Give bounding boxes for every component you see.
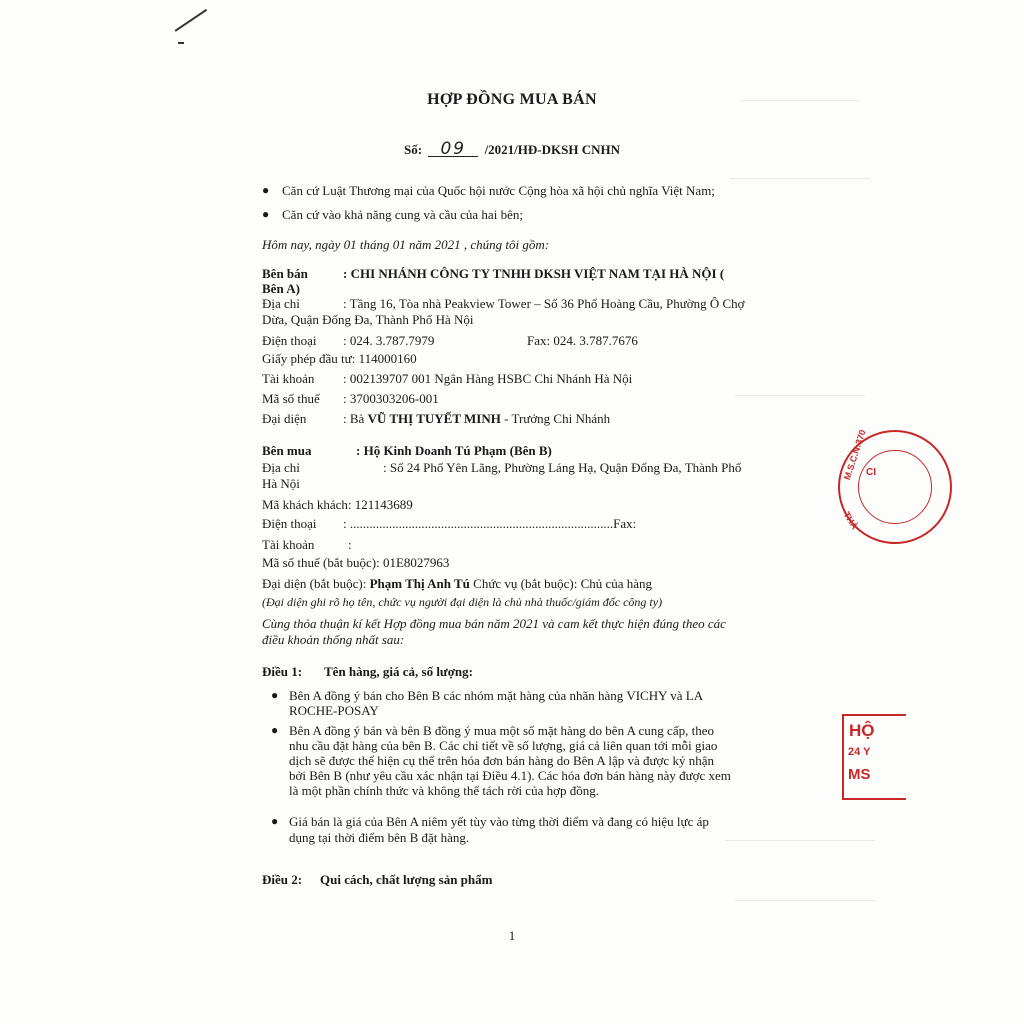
buyer-phone: : .................................................................................Fax:: [343, 516, 637, 531]
seller-rep-suffix: - Trưởng Chi Nhánh: [500, 411, 611, 426]
buyer-rep-name: Phạm Thị Anh Tú: [369, 576, 470, 591]
seller-phone: : 024. 3.787.7979: [343, 333, 435, 348]
seller-name: : CHI NHÁNH CÔNG TY TNHH DKSH VIỆT NAM TẠI HÀ NỘI (: [343, 266, 725, 281]
bullet-icon: ●: [271, 814, 279, 828]
seller-fax: Fax: 024. 3.787.7676: [527, 333, 638, 348]
intro-line: Hôm nay, ngày 01 tháng 01 năm 2021 , chúng tôi gồm:: [262, 237, 550, 252]
buyer-address: : Số 24 Phố Yên Lãng, Phường Láng Hạ, Quận Đống Đa, Thành Phố: [383, 460, 742, 475]
seller-rep-name: VŨ THỊ TUYẾT MINH: [367, 411, 501, 426]
buyer-rep-prefix: Đại diện (bắt buộc):: [262, 576, 370, 591]
buyer-tax: Mã số thuế (bắt buộc): 01E8027963: [262, 555, 450, 570]
buyer-rep: [262, 576, 652, 592]
seller-address: : Tầng 16, Tòa nhà Peakview Tower – Số 36 Phố Hoàng Cầu, Phường Ô Chợ: [343, 296, 745, 311]
seller-tax: : 3700303206-001: [343, 391, 439, 406]
seller-license: Giấy phép đầu tư: 114000160: [262, 351, 417, 366]
round-stamp-text-inner: CI: [866, 467, 876, 478]
seller-rep: [343, 411, 610, 427]
round-stamp-inner: [858, 450, 932, 524]
article1-item1-line1: Bên A đồng ý bán cho Bên B các nhóm mặt hàng của nhãn hàng VICHY và LA: [289, 688, 704, 703]
round-stamp-text-bottom: THÀ: [841, 510, 860, 531]
article1-item3-line2: dụng tại thời điểm bên B đặt hàng.: [289, 830, 470, 845]
article1-item2-line4: bởi Bên B (như yêu cầu xác nhận tại Điều 4.1). Các hóa đơn bán hàng này được xem: [289, 768, 731, 783]
buyer-label: Bên mua: [262, 443, 312, 458]
bullet-icon: ●: [262, 183, 270, 197]
seller-address-label: Địa chỉ: [262, 296, 300, 311]
buyer-rep-suffix: Chức vụ (bắt buộc): Chủ của hàng: [469, 576, 653, 591]
number-prefix: Số:: [404, 142, 423, 157]
rectangular-stamp-line3: MS: [848, 766, 871, 783]
show-through-line: [725, 840, 875, 841]
seller-rep-prefix: : Bà: [343, 411, 368, 426]
contract-number: [0, 139, 1024, 159]
seller-rep-label: Đại diện: [262, 411, 307, 426]
buyer-address-label: Địa chỉ: [262, 460, 300, 475]
buyer-customer-code: Mã khách khách: 121143689: [262, 497, 413, 512]
basis-1: Căn cứ Luật Thương mại của Quốc hội nước Cộng hòa xã hội chủ nghĩa Việt Nam;: [282, 183, 715, 198]
buyer-phone-label: Điện thoại: [262, 516, 317, 531]
handwritten-number: 09: [428, 142, 478, 157]
seller-label: Bên bán: [262, 266, 308, 281]
show-through-line: [735, 395, 865, 396]
article1-item2-line1: Bên A đồng ý bán và bên B đồng ý mua một số mặt hàng do bên A cung cấp, theo: [289, 723, 714, 738]
agreement-line-cont: điều khoản thống nhất sau:: [262, 632, 405, 647]
show-through-line: [730, 178, 870, 179]
bullet-icon: ●: [271, 688, 279, 702]
buyer-name: : Hộ Kinh Doanh Tú Phạm (Bên B): [356, 443, 552, 458]
pen-mark: [178, 42, 184, 44]
rectangular-stamp-line2: 24 Y: [848, 746, 871, 758]
bullet-icon: ●: [262, 207, 270, 221]
buyer-account: :: [348, 537, 352, 552]
seller-account-label: Tài khoản: [262, 371, 315, 386]
seller-name-cont: Bên A): [262, 281, 300, 296]
show-through-line: [735, 900, 875, 901]
document-title: HỢP ĐỒNG MUA BÁN: [427, 91, 597, 108]
article1-item2-line5: là một phần chính thức và không thể tách rời của hợp đồng.: [289, 783, 599, 798]
article1-title: Tên hàng, giá cả, số lượng:: [324, 664, 473, 679]
round-stamp-text: M.S.C.N:370: [842, 428, 868, 482]
seller-account: : 002139707 001 Ngân Hàng HSBC Chi Nhánh Hà Nội: [343, 371, 633, 386]
pen-mark: [175, 9, 207, 31]
seller-tax-label: Mã số thuế: [262, 391, 320, 406]
article2-number: Điều 2:: [262, 872, 303, 887]
buyer-rep-note: (Đại diện ghi rõ họ tên, chức vụ người đại diện là chủ nhà thuốc/giám đốc công ty): [262, 595, 663, 609]
article2-title: Qui cách, chất lượng sản phẩm: [320, 872, 493, 887]
seller-address-cont: Dừa, Quận Đống Đa, Thành Phố Hà Nội: [262, 312, 474, 327]
basis-2: Căn cứ vào khả năng cung và cầu của hai bên;: [282, 207, 523, 222]
rectangular-stamp-line1: HỘ: [849, 721, 875, 740]
number-suffix: /2021/HĐ-DKSH CNHN: [484, 142, 620, 157]
page-number: 1: [508, 928, 516, 943]
article1-item3-line1: Giá bán là giá của Bên A niêm yết tùy vào từng thời điểm và đang có hiệu lực áp: [289, 814, 709, 829]
buyer-account-label: Tài khoản: [262, 537, 315, 552]
article1-number: Điều 1:: [262, 664, 303, 679]
seller-phone-label: Điện thoại: [262, 333, 317, 348]
article1-item2-line3: dịch sẽ được thể hiện cụ thể trên hóa đơn bán hàng do Bên A lập và được ký nhận: [289, 753, 714, 768]
article1-item2-line2: nhu cầu đặt hàng của bên B. Các chi tiết về số lượng, giá cả liên quan tới mỗi giao: [289, 738, 718, 753]
bullet-icon: ●: [271, 723, 279, 737]
agreement-line: Cùng thỏa thuận kí kết Hợp đồng mua bán năm 2021 và cam kết thực hiện đúng theo các: [262, 616, 726, 631]
article1-item1-line2: ROCHE-POSAY: [289, 703, 379, 718]
buyer-address-cont: Hà Nội: [262, 476, 300, 491]
